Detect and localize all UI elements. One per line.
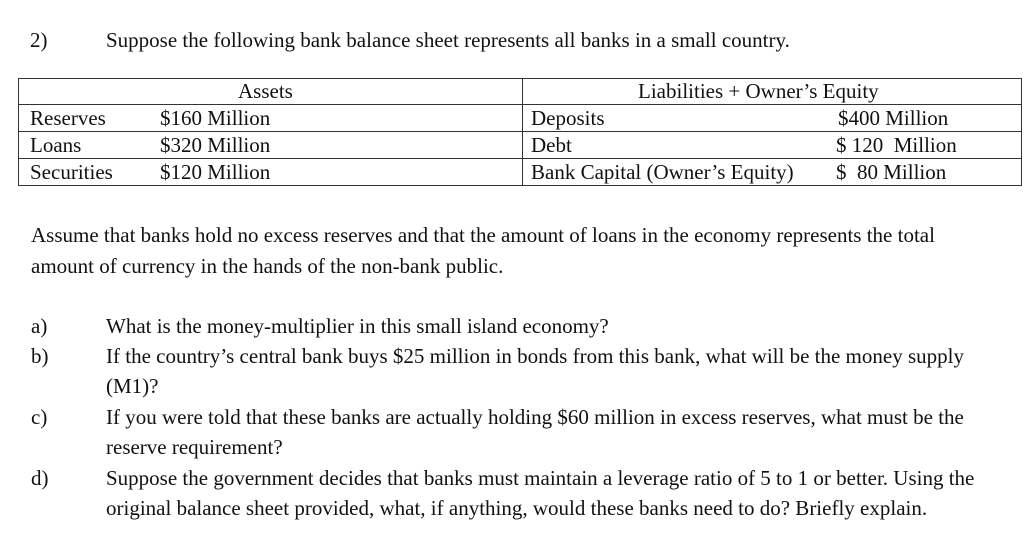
part-d-label: d): [31, 466, 49, 490]
assets-header: Assets: [238, 79, 293, 103]
part-b-label: b): [31, 344, 49, 368]
asset-value-securities: $120 Million: [160, 160, 271, 184]
part-a-text: What is the money-multiplier in this small island economy?: [106, 314, 609, 338]
table-border-right: [1021, 78, 1022, 186]
liability-label-debt: Debt: [531, 133, 572, 157]
asset-label-securities: Securities: [30, 160, 113, 184]
part-c-label: c): [31, 405, 48, 429]
question-intro: Suppose the following bank balance sheet represents all banks in a small country.: [106, 28, 790, 52]
balance-sheet-table: [18, 78, 1022, 186]
liabilities-header: Liabilities + Owner’s Equity: [638, 79, 879, 103]
table-row-divider-1: [18, 131, 1022, 132]
asset-label-reserves: Reserves: [30, 106, 106, 130]
liability-label-deposits: Deposits: [531, 106, 605, 130]
table-header-divider: [18, 104, 1022, 105]
assumption-paragraph: Assume that banks hold no excess reserves and that the amount of loans in the economy represents the total amount of currency in the hands of the non-bank public.: [31, 223, 935, 278]
table-border-bottom: [18, 185, 1022, 186]
liability-value-bank-capital: $ 80 Million: [836, 160, 947, 184]
part-b-text: If the country’s central bank buys $25 million in bonds from this bank, what will be the money supply (M1)?: [106, 344, 964, 398]
table-border-left: [18, 78, 19, 186]
table-column-divider: [522, 78, 523, 186]
part-a-label: a): [31, 314, 48, 338]
asset-label-loans: Loans: [30, 133, 82, 157]
asset-value-reserves: $160 Million: [160, 106, 271, 130]
part-d-text: Suppose the government decides that banks must maintain a leverage ratio of 5 to 1 or better. Using the original balance sheet provided, what, if anything, would these banks need to do? Briefly explain.: [106, 466, 975, 520]
table-row-divider-2: [18, 158, 1022, 159]
asset-value-loans: $320 Million: [160, 133, 271, 157]
liability-value-debt: $ 120 Million: [836, 133, 957, 157]
part-c-text: If you were told that these banks are actually holding $60 million in excess reserves, what must be the reserve requirement?: [106, 405, 964, 459]
liability-value-deposits: $400 Million: [838, 106, 949, 130]
liability-label-bank-capital: Bank Capital (Owner’s Equity): [531, 160, 794, 184]
question-number: 2): [30, 28, 48, 52]
